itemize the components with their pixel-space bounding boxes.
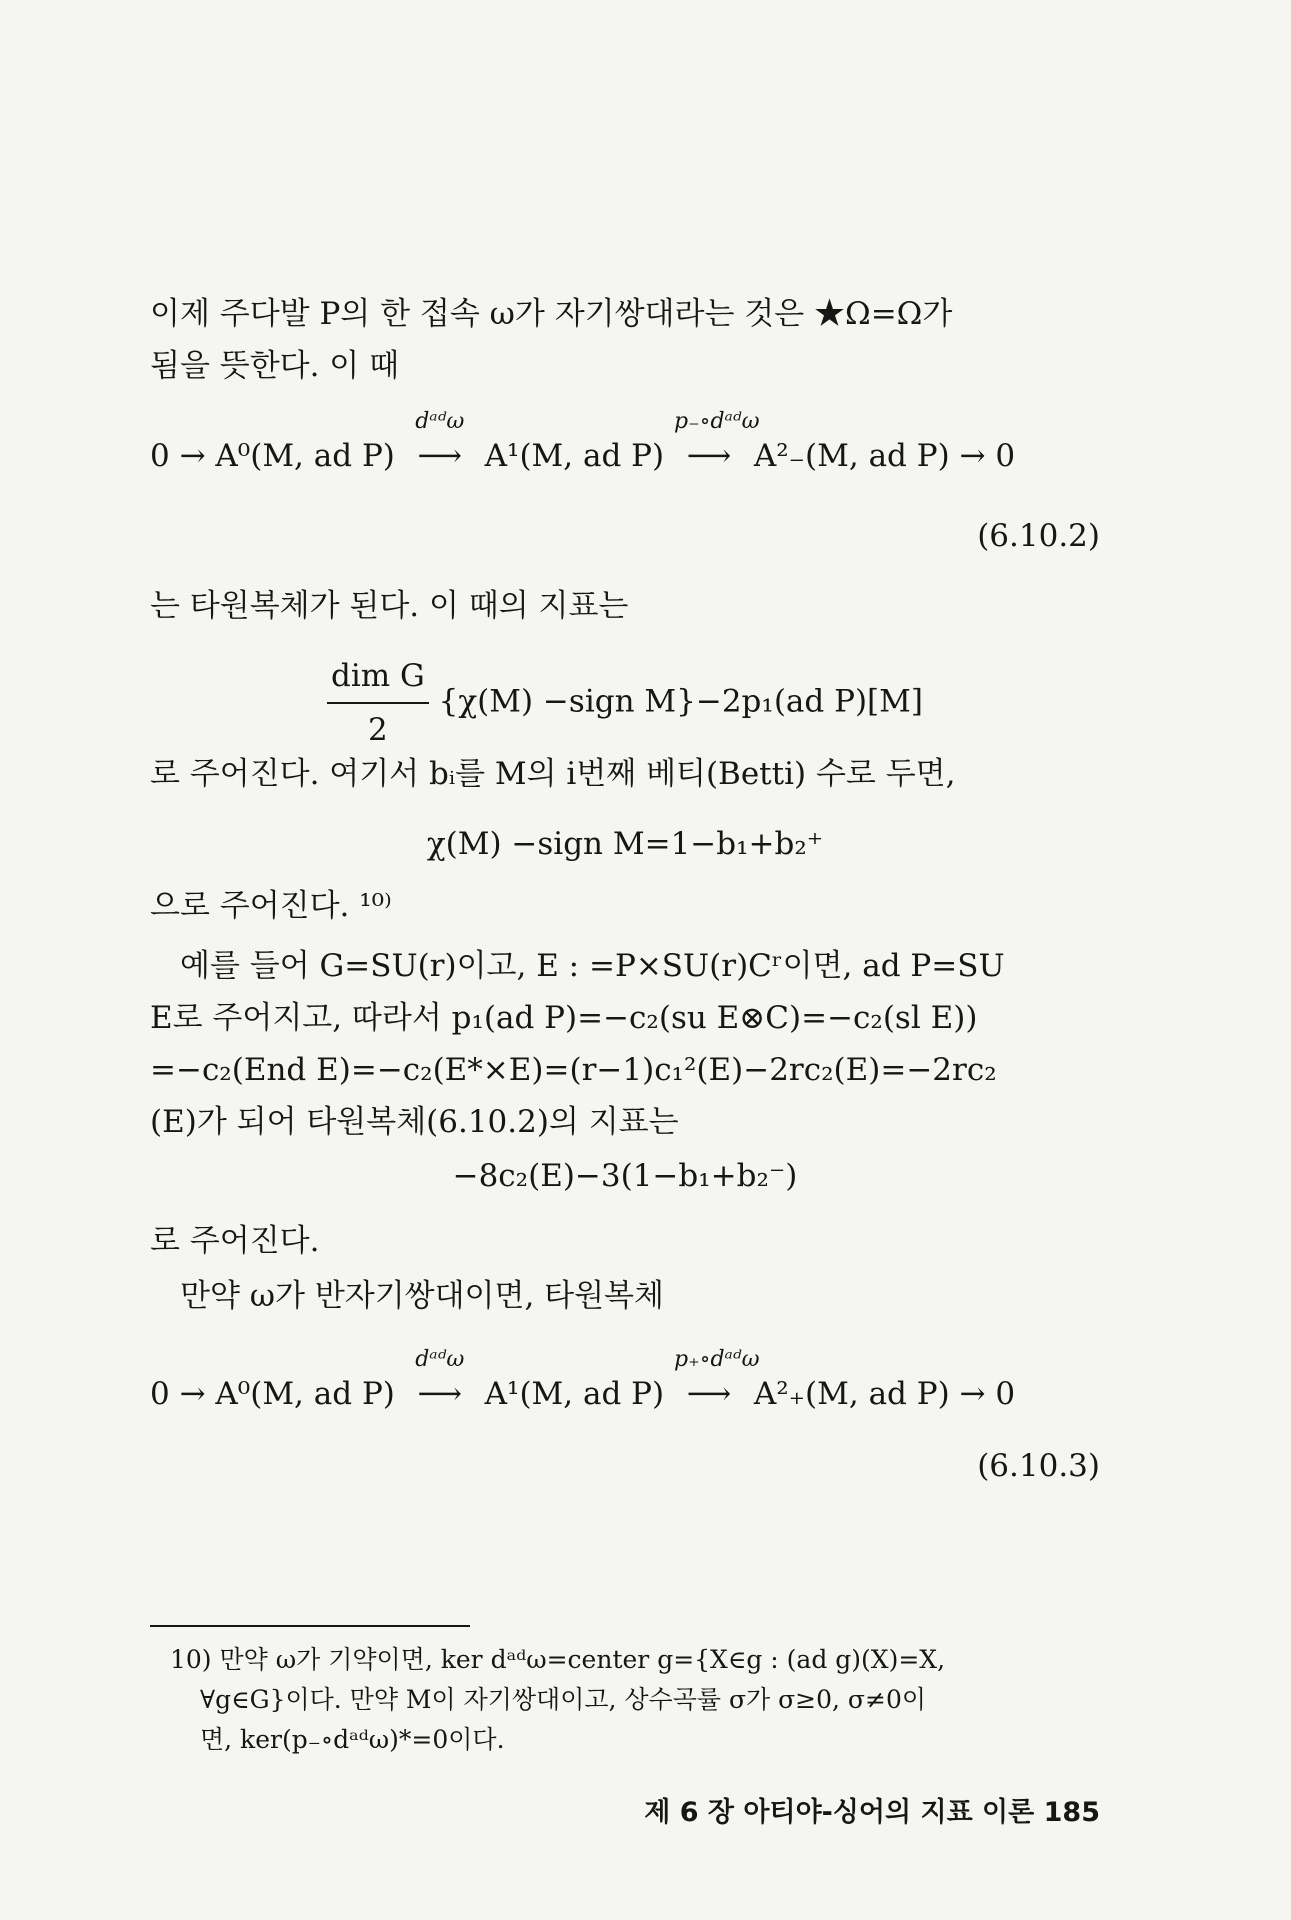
arrow-label: p₊∘dᵃᵈω: [673, 1347, 760, 1372]
footnote-rule: [150, 1625, 470, 1627]
arrow-d-ad: dᵃᵈω ⟶: [405, 1368, 475, 1420]
paragraph-2: 는 타원복체가 된다. 이 때의 지표는: [150, 588, 629, 624]
paragraph-5: [150, 940, 1100, 1148]
eq-term: A¹(M, ad P): [484, 438, 665, 474]
equation-euler: χ(M) −sign M=1−b₁+b₂⁺: [426, 826, 824, 862]
arrow-p-plus: p₊∘dᵃᵈω ⟶: [674, 1368, 744, 1420]
footnote-line: 10) 만약 ω가 기약이면, ker dᵃᵈω=center g={X∈g : (ad g)(X)=X,: [170, 1645, 946, 1674]
equation-6-10-3: [150, 1347, 1100, 1420]
text-line: (E)가 되어 타원복체(6.10.2)의 지표는: [150, 1104, 679, 1140]
fraction-numerator: dim G: [327, 650, 429, 704]
equation-index-2: −8c₂(E)−3(1−b₁+b₂⁻): [452, 1158, 798, 1194]
equation-index: [150, 650, 1100, 756]
text-line: 예를 들어 G=SU(r)이고, E : =P×SU(r)Cʳ이면, ad P=SU: [180, 948, 1005, 984]
paragraph-3: 로 주어진다. 여기서 bᵢ를 M의 i번째 베티(Betti) 수로 두면,: [150, 756, 956, 792]
fraction-denominator: 2: [368, 712, 388, 748]
arrow-label: dᵃᵈω: [415, 1347, 465, 1372]
eq-term: {χ(M) −sign M}−2p₁(ad P)[M]: [438, 683, 923, 720]
equation-6-10-2: [150, 409, 1100, 482]
equation-number: (6.10.2): [977, 518, 1100, 554]
text-line: 됨을 뜻한다. 이 때: [150, 348, 400, 384]
eq-term: A²₊(M, ad P) → 0: [753, 1376, 1016, 1412]
footnote-line: 면, ker(p₋∘dᵃᵈω)*=0이다.: [200, 1725, 505, 1754]
page-footer: 제 6 장 아티야-싱어의 지표 이론 185: [644, 1797, 1100, 1828]
text-line: =−c₂(End E)=−c₂(E*×E)=(r−1)c₁²(E)−2rc₂(E)=−2rc₂: [150, 1052, 997, 1088]
eq-term: A¹(M, ad P): [484, 1376, 665, 1412]
arrow-label: dᵃᵈω: [415, 409, 465, 434]
equation-number: (6.10.3): [977, 1448, 1100, 1484]
arrow-p-minus: p₋∘dᵃᵈω ⟶: [674, 430, 744, 482]
arrow-d-ad: dᵃᵈω ⟶: [405, 430, 475, 482]
eq-term: 0 → A⁰(M, ad P): [150, 438, 395, 474]
text-line: 이제 주다발 P의 한 접속 ω가 자기쌍대라는 것은 ★Ω=Ω가: [150, 296, 953, 332]
footnote-line: ∀g∈G}이다. 만약 M이 자기쌍대이고, 상수곡률 σ가 σ≥0, σ≠0이: [200, 1685, 926, 1714]
paragraph-1: [150, 288, 1100, 392]
footnote: [170, 1640, 1100, 1760]
paragraph-4: 으로 주어진다. ¹⁰⁾: [150, 888, 392, 924]
eq-term: A²₋(M, ad P) → 0: [753, 438, 1016, 474]
text-line: E로 주어지고, 따라서 p₁(ad P)=−c₂(su E⊗C)=−c₂(sl E)): [150, 1000, 978, 1036]
paragraph-6: 로 주어진다.: [150, 1223, 320, 1259]
fraction: [327, 650, 429, 756]
eq-term: 0 → A⁰(M, ad P): [150, 1376, 395, 1412]
arrow-label: p₋∘dᵃᵈω: [673, 409, 760, 434]
paragraph-7: 만약 ω가 반자기쌍대이면, 타원복체: [180, 1278, 664, 1314]
